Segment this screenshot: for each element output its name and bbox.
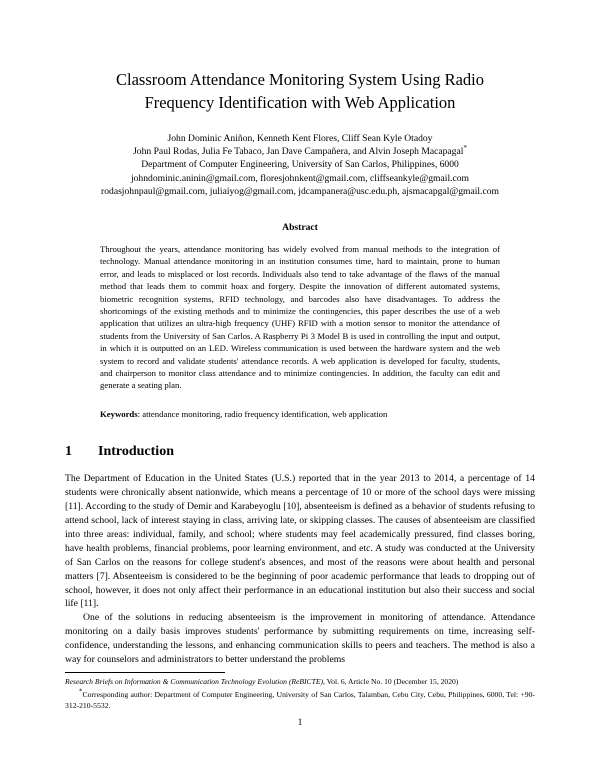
section-number: 1 bbox=[65, 444, 72, 460]
footnote-marker: * bbox=[79, 686, 83, 695]
footnote-rule bbox=[65, 672, 225, 673]
authors-line-1: John Dominic Aniñon, Kenneth Kent Flores, Cliff Sean Kyle Otadoy bbox=[167, 133, 433, 144]
corresponding-author-footnote bbox=[65, 686, 535, 711]
corresponding-author-marker: * bbox=[463, 144, 467, 153]
journal-name: Research Briefs on Information & Communication Technology Evolution (ReBICTE) bbox=[65, 677, 324, 686]
emails-line-1: johndominic.aninin@gmail.com, floresjohnkent@gmail.com, cliffseankyle@gmail.com bbox=[130, 172, 470, 184]
page-title: Classroom Attendance Monitoring System Using Radio Frequency Identification with Web Application bbox=[115, 70, 485, 112]
page-footer bbox=[65, 672, 535, 711]
authors-line-2-text: John Paul Rodas, Julia Fe Tabaco, Jan Dave Campañera, and Alvin Joseph Macapagal bbox=[133, 146, 464, 158]
journal-issue: , Vol. 6, Article No. 10 (December 15, 2020) bbox=[323, 677, 459, 686]
emails-line-2: rodasjohnpaul@gmail.com, juliaiyog@gmail.com, jdcampanera@usc.edu.ph, ajsmacapgal@gmail.com bbox=[101, 185, 499, 197]
affiliation-line: Department of Computer Engineering, University of San Carlos, Philippines, 6000 bbox=[141, 159, 459, 171]
keywords-label: Keywords bbox=[100, 408, 138, 419]
keywords-line bbox=[100, 392, 500, 420]
abstract-section bbox=[100, 198, 500, 392]
intro-paragraph-1: The Department of Education in the United States (U.S.) reported that in the year 2013 to 2014, a percentage of 14 students were chronically absent nationwide, which means a percentage of 10 or more of the school days were missing [11]. According to the study of Demir and Karabeyoglu [10], absenteeism is defined as a behavior of students refusing to attend school, lack of interest staying in class, arriving late, or skipping classes. The causes of absenteeism are classified into three areas: individual, family, and school; where students may feel academically pressured, find classes boring, have health problems, financial problems, poor learning environment, and etc. A study was conducted at the University of San Carlos on the reasons for college student's absences, and most of the reasons were about health and personal matters [7]. Absenteeism is considered to be the beginning of poor academic performance that leads to dropping out of school, however, it does not only affect their performance in an educational institution but also their success and social life [11]. bbox=[65, 473, 535, 610]
introduction-body bbox=[65, 460, 535, 667]
intro-paragraph-2: One of the solutions in reducing absenteeism is the improvement in monitoring of attendance. Attendance monitoring on a daily basis improves students' performance by submitting requirements on time, increasing self-confidence, understanding the lessons, and enhancing communication skills to peers and teachers. The method is also a way for counselors and administrators to better understand the problems bbox=[65, 612, 535, 666]
section-title: Introduction bbox=[98, 444, 174, 460]
page-number: 1 bbox=[297, 718, 303, 728]
journal-citation bbox=[65, 677, 535, 688]
keywords-text: : attendance monitoring, radio frequency identification, web application bbox=[137, 408, 388, 419]
footnote-text: Corresponding author: Department of Computer Engineering, University of San Carlos, Talamban, Cebu City, Cebu, Philippines, 6000, Tel: +90-312-210-5532. bbox=[65, 689, 535, 710]
section-heading-introduction bbox=[65, 420, 535, 460]
author-block bbox=[40, 114, 560, 198]
abstract-text: Throughout the years, attendance monitoring has widely evolved from manual methods to the integration of technology. Manual attendance monitoring in an institution consumes time, hard to maintain, prone to human error, and leads to misplaced or lost records. Individuals also tend to take advantage of the flaws of the manual method that leads them to commit hoax and forgery. Despite the innovation of different automated systems, biometric recognition systems, RFID technology, and barcodes also have disadvantages. To address the shortcomings of the existing methods and to minimize the contingencies, this paper describes the use of a web application that utilizes an ultra-high frequency (UHF) RFID with a motion sensor to monitor the attendance of students from the University of San Carlos. A Raspberry Pi 3 Model B is used in controlling the input and output, in which it is outputted on an LED. Wireless communication is used between the hardware system and the web system to record and validate students' attendance records. A web application is developed for faculty, students, and chairperson to monitor class attendance and to minimize contingencies. In addition, the faculty can edit and generate a seating plan. bbox=[100, 244, 500, 391]
abstract-heading: Abstract bbox=[282, 222, 318, 234]
authors-line-2 bbox=[40, 145, 560, 158]
